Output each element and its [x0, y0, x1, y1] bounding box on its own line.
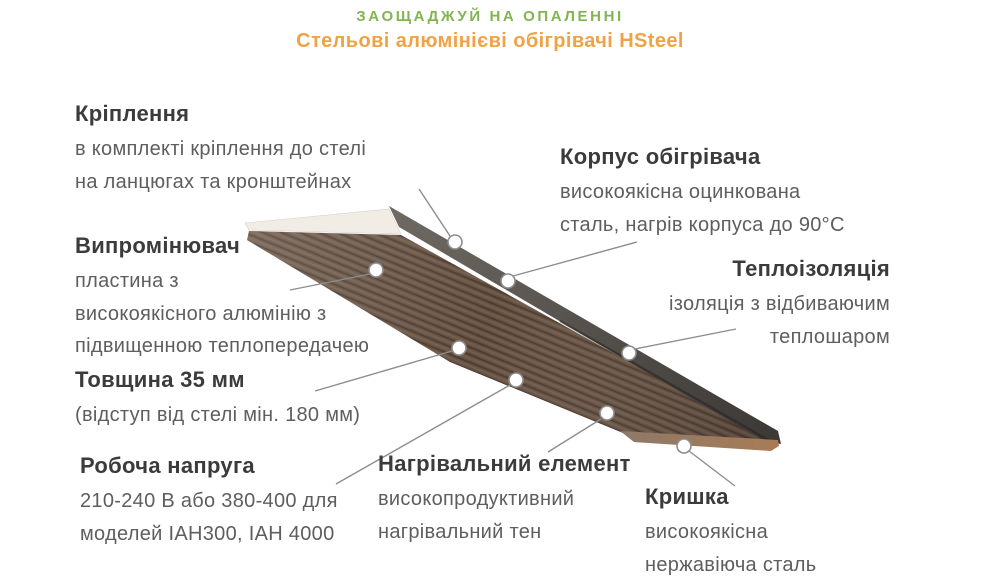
callout-line-kryshka — [689, 451, 735, 486]
note-title: Корпус обігрівача — [560, 144, 761, 169]
note-line: високоякісного алюмінію з — [75, 302, 327, 325]
note-title: Теплоізоляція — [732, 256, 890, 281]
note-line: (відступ від стелі мін. 180 мм) — [75, 404, 361, 426]
callout-dot-vyprominiuvach — [369, 263, 383, 277]
note-title: Робоча напруга — [80, 453, 255, 478]
note-title: Нагрівальний елемент — [378, 451, 631, 476]
note-line: теплошаром — [769, 325, 890, 348]
note-korpus — [560, 143, 845, 241]
note-line: пластина з — [75, 270, 179, 292]
note-line: ізоляція з відбиваючим — [669, 293, 890, 315]
note-line: 210-240 В або 380-400 для — [80, 490, 338, 512]
note-tovshchyna — [75, 366, 360, 432]
note-robocha-napruga — [80, 452, 338, 550]
note-nahrivalnyi-element — [378, 450, 631, 548]
note-line: підвищенною теплопередачею — [75, 335, 370, 357]
note-line: нагрівальний тен — [378, 520, 542, 543]
callout-dot-kriplennia — [448, 235, 462, 249]
page-title: Стельові алюмінієві обігрівачі HSteel — [296, 30, 684, 52]
callout-dot-tovshchyna — [452, 341, 466, 355]
note-line: високоякісна — [645, 521, 769, 543]
note-kriplennia — [75, 100, 366, 198]
note-title: Товщина 35 мм — [75, 367, 245, 392]
callout-line-nahrivalnyi — [548, 419, 601, 452]
callout-dot-teploizoliatsiia — [622, 346, 636, 360]
heater-top-cover — [245, 209, 401, 234]
callout-dot-robocha — [509, 373, 523, 387]
note-teploizoliatsiia — [669, 255, 890, 353]
callout-dot-kryshka — [677, 439, 691, 453]
note-title: Кріплення — [75, 101, 190, 126]
note-line: високоякісна оцинкована — [560, 181, 801, 203]
note-line: високопродуктивний — [378, 488, 575, 510]
note-kryshka — [645, 483, 816, 581]
note-vyprominiuvach — [75, 232, 369, 363]
note-line: моделей IAH300, IAH 4000 — [80, 522, 335, 545]
callout-line-korpus — [513, 242, 637, 276]
callout-dot-korpus — [501, 274, 515, 288]
note-line: в комплекті кріплення до стелі — [75, 138, 367, 160]
note-title: Кришка — [645, 484, 729, 509]
note-line: сталь, нагрів корпуса до 90°С — [560, 213, 845, 236]
note-line: на ланцюгах та кронштейнах — [75, 170, 352, 193]
header-tagline: ЗАОЩАДЖУЙ НА ОПАЛЕННІ — [356, 8, 624, 25]
callout-dot-nahrivalnyi — [600, 406, 614, 420]
note-line: нержавіюча сталь — [645, 553, 817, 576]
note-title: Випромінювач — [75, 233, 241, 258]
